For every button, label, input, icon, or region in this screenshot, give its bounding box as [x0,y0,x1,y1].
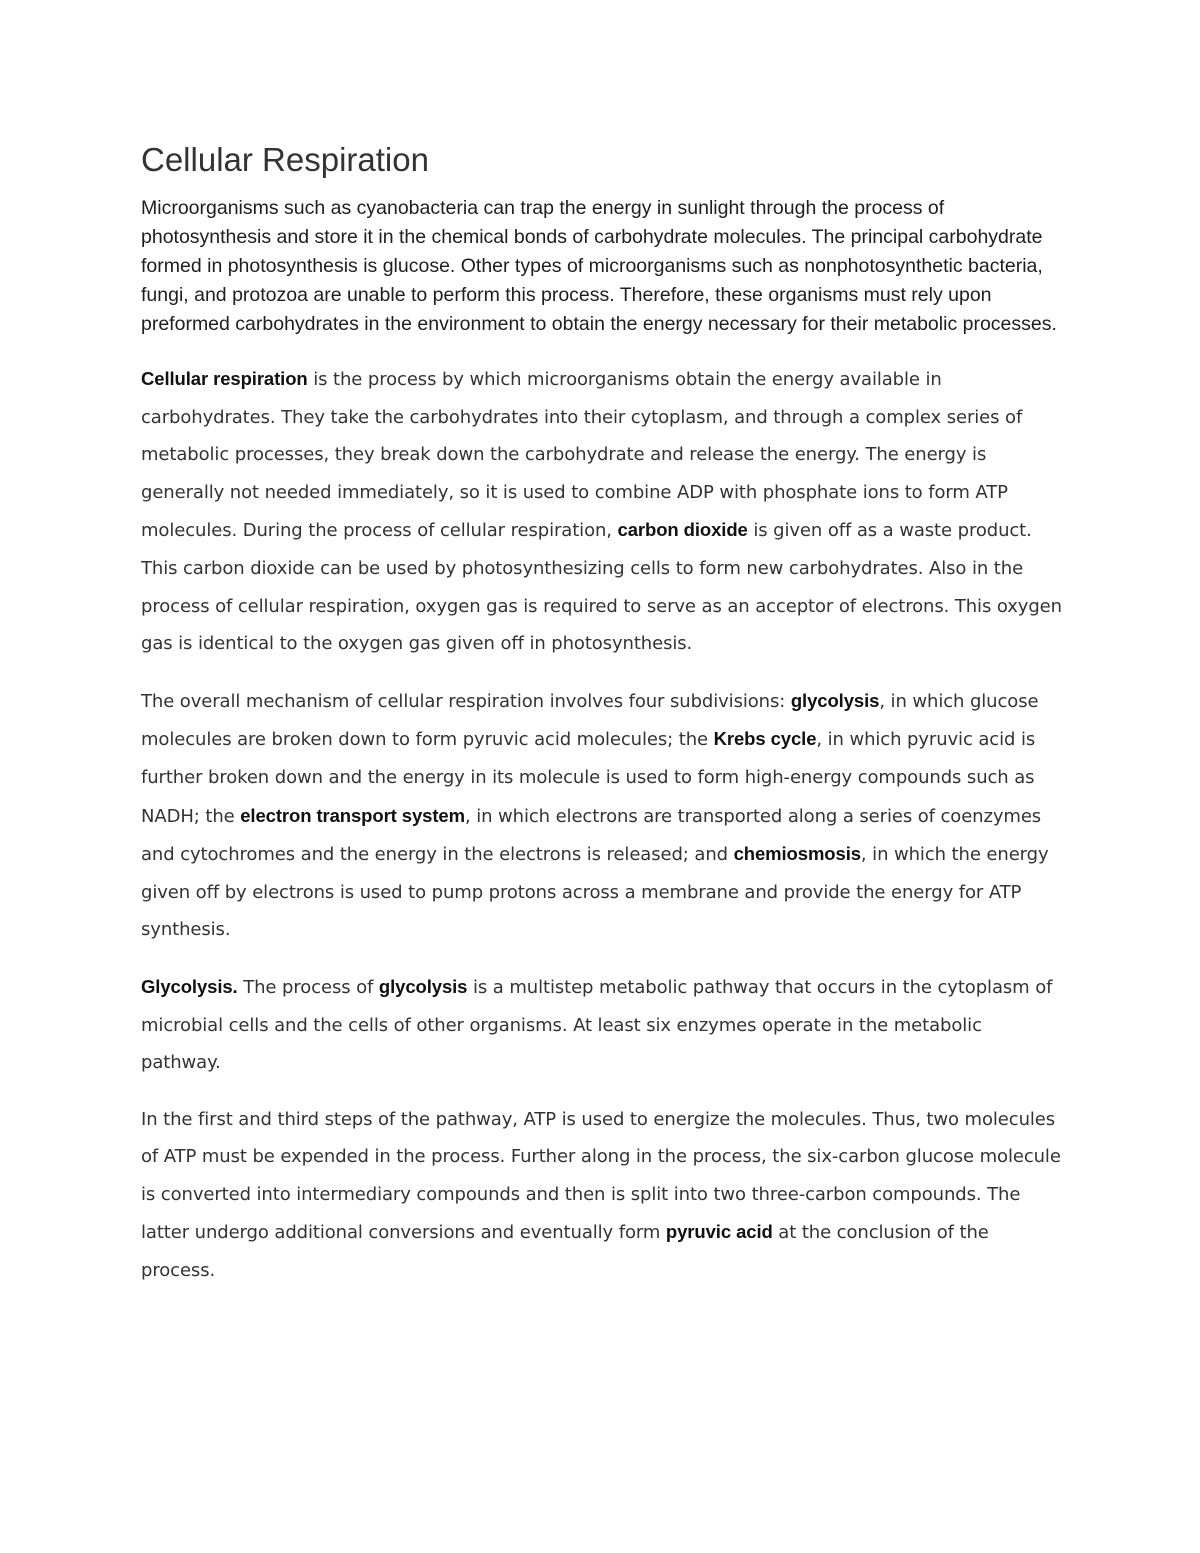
paragraph-text: , in which electrons are transported along a series of coenzymes and cytochromes and the energy in the electrons is released; and [141,805,1042,866]
paragraph-text: The overall mechanism of cellular respiration involves four subdivisions: [141,690,791,712]
document-page [141,138,1066,1309]
pathway-steps-paragraph [141,1101,1066,1290]
term-glycolysis: glycolysis [378,975,468,997]
paragraph-text: is given off as a waste product. This carbon dioxide can be used by photosynthesizing cells to form new carbohydrates. Also in the process of cellular respiration, oxygen gas is required to serve as an acceptor of electrons. This oxygen gas is identical to the oxygen gas given off in photosynthesis. [141,520,1062,655]
paragraph-text: is the process by which microorganisms obtain the energy available in carbohydrates. They take the carbohydrates into their cytoplasm, and through a complex series of metabolic processes, they break down the carbohydrate and release the energy. The energy is generally not needed immediately, so it is used to combine ADP with phosphate ions to form ATP molecules. During the process of cellular respiration, [141,369,1023,542]
paragraph-text: , in which glucose molecules are broken down to form pyruvic acid molecules; the [141,690,1039,751]
mechanism-paragraph [141,682,1066,949]
paragraph-text: In the first and third steps of the pathway, ATP is used to energize the molecules. Thus, two molecules of ATP must be expended in the process. Further along in the process, the six-carbon glucose molecule is converted into intermediary compounds and then is split into two three-carbon compounds. The latter undergo additional conversions and eventually form [141,1108,1061,1244]
term-krebs-cycle: Krebs cycle [713,728,817,750]
term-carbon-dioxide: carbon dioxide [617,519,748,541]
document-title: Cellular Respiration [141,141,429,178]
term-glycolysis: glycolysis [790,689,880,711]
glycolysis-paragraph [141,968,1066,1082]
term-cellular-respiration: Cellular respiration [141,368,308,389]
paragraph-text: The process of [237,976,379,998]
paragraph-text: , in which pyruvic acid is further broken down and the energy in its molecule is used to form high-energy compounds such as NADH; the [141,729,1036,827]
term-chemiosmosis: chemiosmosis [733,843,861,865]
term-electron-transport-system: electron transport system [240,804,465,826]
term-glycolysis-heading: Glycolysis. [141,975,238,997]
cellular-respiration-paragraph [141,360,1066,663]
paragraph-text: is a multistep metabolic pathway that occurs in the cytoplasm of microbial cells and the cells of other organisms. At least six enzymes operate in the metabolic pathway. [141,976,1053,1074]
term-pyruvic-acid: pyruvic acid [665,1221,773,1243]
paragraph-text: at the conclusion of the process. [141,1222,989,1282]
paragraph-text: , in which the energy given off by electrons is used to pump protons across a membrane and provide the energy for ATP synthesis. [141,844,1049,941]
intro-paragraph: Microorganisms such as cyanobacteria can trap the energy in sunlight through the process of photosynthesis and store it in the chemical bonds of carbohydrate molecules. The principal carbohydrate formed in photosynthesis is glucose. Other types of microorganisms such as nonphotosynthetic bacteria, fungi, and protozoa are unable to perform this process. Therefore, these organisms must rely upon preformed carbohydrates in the environment to obtain the energy necessary for their metabolic processes. [141,197,1057,335]
